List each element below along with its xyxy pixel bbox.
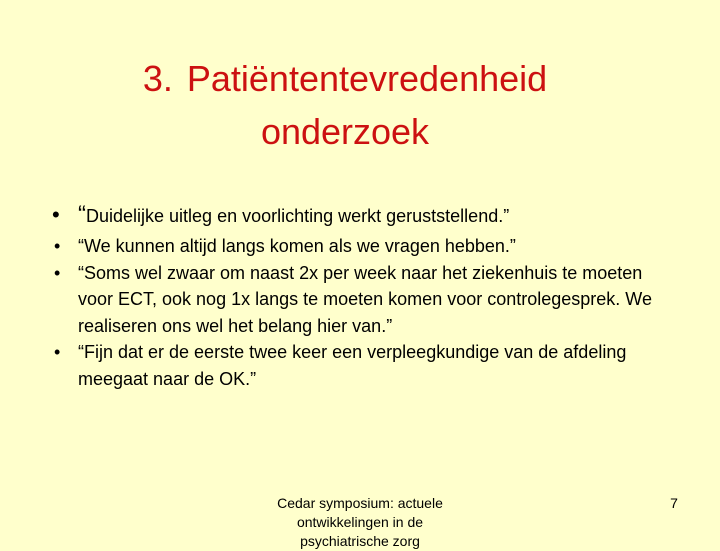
bullet-text: Duidelijke uitleg en voorlichting werkt geruststellend.”	[86, 206, 510, 226]
footer-text: Cedar symposium: actuele ontwikkelingen in de psychiatrische zorg	[277, 495, 443, 549]
title-number: 3.	[142, 58, 173, 99]
bullet-list	[50, 200, 670, 392]
bullet-dot: •	[52, 202, 60, 227]
title-text-1: Patiëntentevredenheid	[186, 58, 548, 99]
bullet-item	[50, 260, 670, 340]
bullet-dot: •	[54, 342, 61, 362]
bullet-item	[50, 200, 670, 231]
bullet-item	[50, 339, 670, 392]
bullet-text: “Soms wel zwaar om naast 2x per week naar het ziekenhuis te moeten voor ECT, ook nog 1x langs te moeten komen voor controlegesprek. We realiseren ons wel het belang hier van.”	[78, 262, 652, 336]
title-line-2: onderzoek	[260, 111, 430, 152]
bullet-open-quote: “	[78, 201, 86, 228]
bullet-text: “We kunnen altijd langs komen als we vragen hebben.”	[78, 236, 516, 256]
bullet-text: “Fijn dat er de eerste twee keer een verpleegkundige van de afdeling meegaat naar de OK.”	[78, 342, 627, 389]
bullet-dot: •	[54, 262, 61, 283]
bullet-item	[50, 233, 670, 260]
slide-title	[60, 52, 630, 158]
title-line-1	[60, 52, 630, 105]
page-number: 7	[670, 495, 678, 511]
bullet-dot: •	[54, 236, 61, 256]
